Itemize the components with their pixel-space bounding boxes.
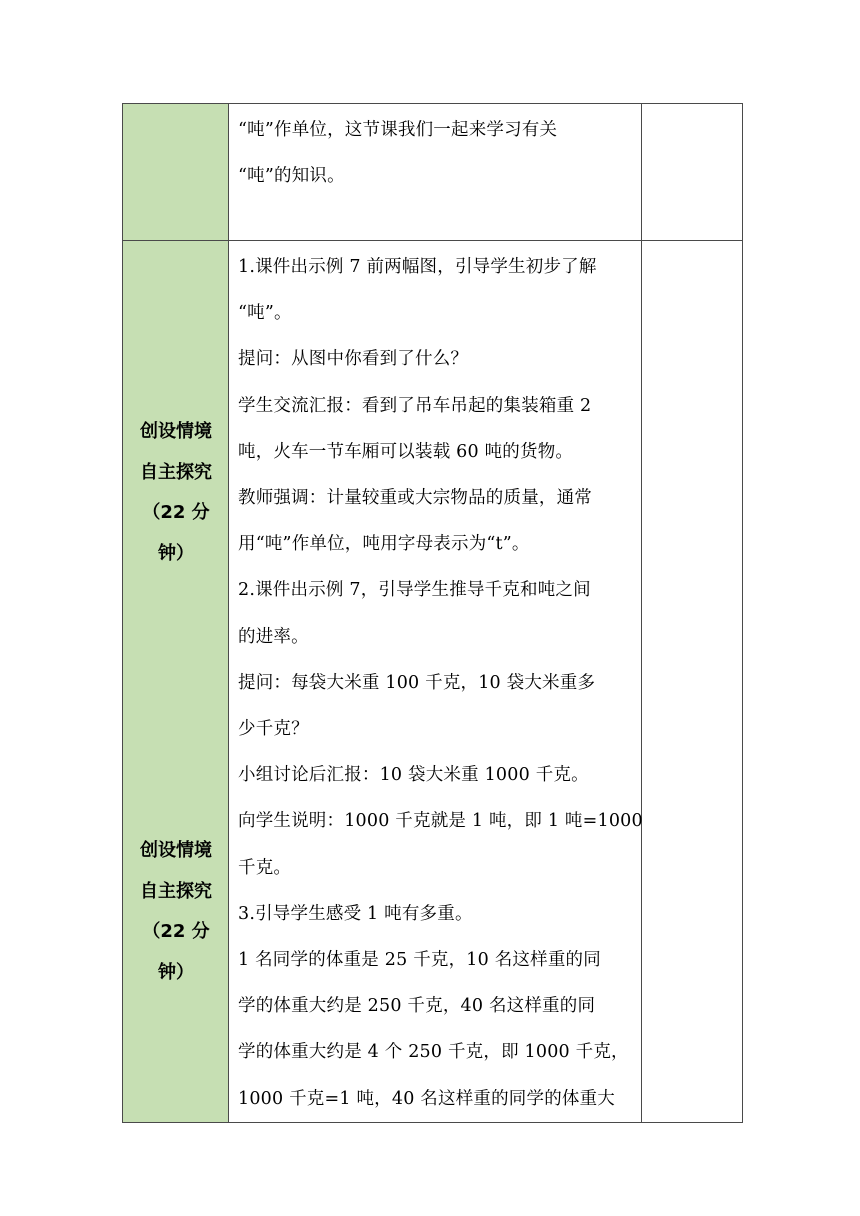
- table-row: [123, 241, 743, 1123]
- stage-label-line: 钟）: [158, 961, 194, 983]
- stage-label-line: 自主探究: [140, 461, 212, 483]
- stage-label: [123, 412, 229, 574]
- content-line: 3.引导学生感受 1 吨有多重。: [238, 903, 473, 924]
- stage-label-line: 自主探究: [140, 880, 212, 902]
- content-line: 提问：从图中你看到了什么？: [238, 349, 469, 370]
- stage-label-line: 钟）: [158, 542, 194, 564]
- content-line: 2.课件出示例 7，引导学生推导千克和吨之间: [238, 580, 591, 601]
- content-line: 学生交流汇报：看到了吊车吊起的集装箱重 2: [238, 395, 592, 416]
- content-cell: [229, 104, 642, 241]
- stage-label-line: 创设情境: [140, 421, 212, 442]
- content-line: “吨”。: [238, 303, 292, 324]
- content-line: 学的体重大约是 250 千克，40 名这样重的同: [238, 996, 596, 1017]
- stage-label-line: （22 分: [142, 502, 210, 523]
- content-line: 向学生说明：1000 千克就是 1 吨，即 1 吨=1000: [238, 811, 643, 832]
- note-cell: [642, 241, 743, 1123]
- lesson-plan-table: [122, 103, 743, 1123]
- content-line: 学的体重大约是 4 个 250 千克，即 1000 千克，: [238, 1042, 629, 1063]
- stage-label-line: （22 分: [142, 921, 210, 942]
- content-line: 小组讨论后汇报：10 袋大米重 1000 千克。: [238, 765, 589, 786]
- stage-label-cell: [123, 104, 229, 241]
- content-line: 1000 千克=1 吨，40 名这样重的同学的体重大: [238, 1088, 615, 1109]
- content-line: 1.课件出示例 7 前两幅图，引导学生初步了解: [238, 257, 597, 277]
- content-line: 提问：每袋大米重 100 千克，10 袋大米重多: [238, 672, 596, 693]
- content-cell: [229, 241, 642, 1123]
- table-row: [123, 104, 743, 241]
- content-line: 1 名同学的体重是 25 千克，10 名这样重的同: [238, 950, 601, 971]
- note-cell: [642, 104, 743, 241]
- stage-label-line: 创设情境: [140, 840, 212, 861]
- content-line: 千克。: [238, 857, 292, 878]
- content-line: 吨，火车一节车厢可以装载 60 吨的货物。: [238, 441, 574, 462]
- content-line: “吨”作单位，这节课我们一起来学习有关: [238, 120, 558, 140]
- content-line: 用“吨”作单位，吨用字母表示为“t”。: [238, 534, 530, 555]
- content-line: 的进率。: [238, 626, 309, 647]
- content-line: “吨”的知识。: [238, 166, 345, 187]
- stage-label-repeat: [123, 831, 229, 993]
- content-line: 教师强调：计量较重或大宗物品的质量，通常: [238, 488, 592, 509]
- stage-label-cell: [123, 241, 229, 1123]
- content-line: 少千克？: [238, 719, 309, 740]
